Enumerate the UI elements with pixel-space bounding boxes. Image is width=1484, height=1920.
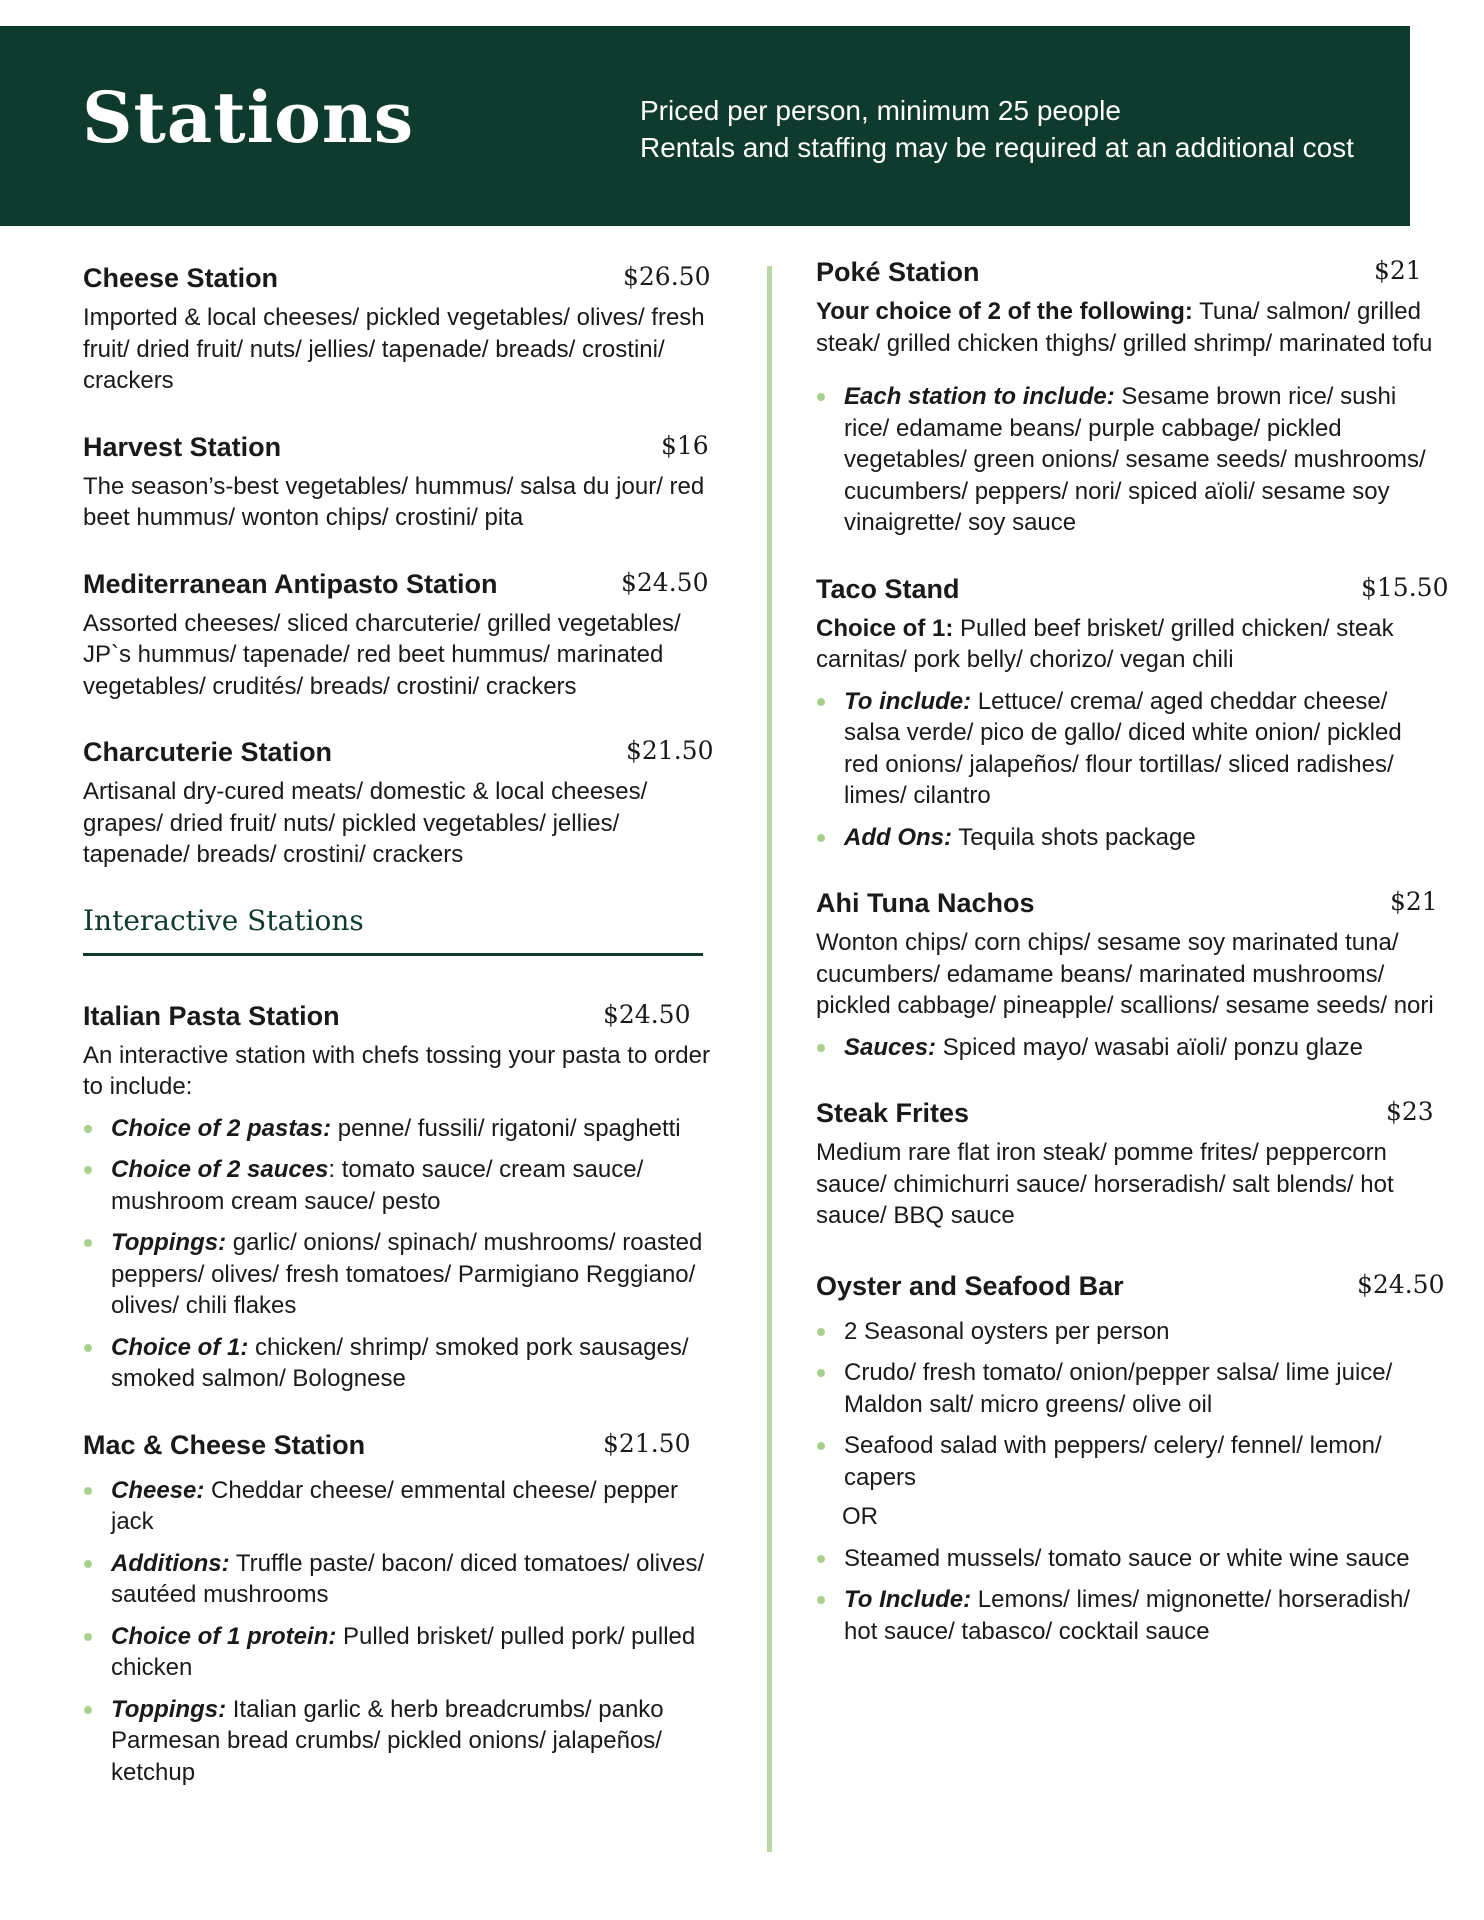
list-item: [83, 1475, 713, 1538]
item-label: To include:: [844, 687, 972, 715]
bullet-dot: [84, 1166, 92, 1174]
bullet-dot: [817, 1369, 825, 1377]
station-items: [816, 1032, 1441, 1064]
station-harvest: [83, 427, 713, 534]
header-subtitle: [640, 92, 1354, 166]
station-name: Steak Frites: [816, 1098, 970, 1128]
desc-text: Pulled beef brisket/ grilled chicken/ steak carnitas/ pork belly/ chorizo/ vegan chili: [816, 614, 1394, 673]
item-text: : tomato sauce/ cream sauce/ mushroom cream sauce/ pesto: [111, 1156, 644, 1215]
item-label: Choice of 1 protein:: [111, 1622, 337, 1650]
station-items: [816, 381, 1441, 539]
station-price: $24.50: [1357, 1269, 1445, 1299]
list-item: [83, 1154, 713, 1217]
station-oyster-bar: [816, 1266, 1445, 1648]
list-item: [83, 1694, 713, 1789]
item-label: Toppings:: [111, 1229, 227, 1256]
left-column: [83, 258, 713, 1818]
station-name: Cheese Station: [83, 263, 279, 293]
item-text: Seafood salad with peppers/ celery/ fennel/ lemon/ capers: [844, 1432, 1382, 1491]
bullet-dot: [817, 393, 825, 401]
list-item: [816, 381, 1441, 539]
item-label: Add Ons:: [844, 823, 952, 851]
station-description: [816, 296, 1441, 359]
station-description: Imported & local cheeses/ pickled vegetables/ olives/ fresh fruit/ dried fruit/ nuts/ jellies/ tapenade/ breads/ crostini/ crackers: [83, 304, 705, 394]
item-label: Choice of 1:: [111, 1333, 249, 1361]
station-items: [816, 686, 1441, 854]
station-items: [816, 1316, 1441, 1494]
desc-lead: Your choice of 2 of the following:: [816, 298, 1193, 325]
station-price: $21: [1390, 887, 1438, 916]
list-item: [816, 1543, 1441, 1575]
list-item: [83, 1621, 713, 1684]
item-text: penne/ fussili/ rigatoni/ spaghetti: [331, 1114, 681, 1142]
bullet-dot: [84, 1344, 92, 1352]
station-name: Mediterranean Antipasto Station: [83, 568, 498, 599]
station-name: Charcuterie Station: [83, 737, 333, 767]
right-column: [816, 252, 1449, 1677]
station-ahi-tuna: [816, 883, 1441, 1063]
page-title: Stations: [82, 76, 415, 159]
station-description: Medium rare flat iron steak/ pomme frites/ peppercorn sauce/ chimichurri sauce/ horseradish/ salt blends/ hot sauce/ BBQ sauce: [816, 1139, 1394, 1229]
station-name: Harvest Station: [83, 431, 282, 462]
item-label: Sauces:: [844, 1033, 937, 1061]
item-text: garlic/ onions/ spinach/ mushrooms/ roasted peppers/ olives/ fresh tomatoes/ Parmigiano Reggiano/ olives/ chili flakes: [111, 1229, 703, 1319]
list-item: [816, 686, 1441, 812]
subtitle-pricing: Priced per person, minimum 25 people: [640, 95, 1121, 126]
bullet-dot: [84, 1239, 92, 1247]
section-title-interactive: Interactive Stations: [83, 903, 364, 937]
item-label: To Include:: [844, 1586, 972, 1613]
bullet-dot: [817, 1328, 825, 1336]
bullet-dot: [817, 1555, 825, 1563]
station-mediterranean: [83, 564, 713, 703]
station-price: $24.50: [603, 999, 691, 1029]
station-items: [83, 1475, 713, 1789]
item-text: chicken/ shrimp/ smoked pork sausages/ smoked salmon/ Bolognese: [111, 1333, 689, 1392]
item-label: Each station to include:: [844, 383, 1115, 410]
item-text: Crudo/ fresh tomato/ onion/pepper salsa/ lime juice/ Maldon salt/ micro greens/ olive oil: [844, 1359, 1393, 1418]
subtitle-rentals: Rentals and staffing may be required at an additional cost: [640, 132, 1354, 163]
list-item: [816, 1316, 1441, 1348]
station-name: Mac & Cheese Station: [83, 1429, 366, 1460]
station-charcuterie: [83, 732, 713, 871]
station-price: $21: [1374, 256, 1422, 285]
station-price: $24.50: [621, 567, 709, 597]
or-separator: OR: [842, 1503, 878, 1530]
station-description: An interactive station with chefs tossing your pasta to order to include:: [83, 1041, 710, 1100]
item-text: Truffle paste/ bacon/ diced tomatoes/ olives/ sautéed mushrooms: [111, 1549, 705, 1608]
bullet-dot: [817, 1596, 825, 1604]
station-name: Italian Pasta Station: [83, 1000, 340, 1031]
station-price: $21.50: [626, 736, 714, 765]
list-item: [83, 1332, 713, 1395]
station-price: $15.50: [1361, 572, 1449, 602]
column-divider: [767, 266, 772, 1852]
station-taco: [816, 569, 1449, 854]
list-item: [816, 822, 1441, 854]
station-name: Poké Station: [816, 257, 980, 287]
item-text: Sesame brown rice/ sushi rice/ edamame beans/ purple cabbage/ pickled vegetables/ green onions/ sesame seeds/ mushrooms/ cucumbers/ peppers/ nori/ spiced aïoli/ sesame soy vinaigrette/ soy sauce: [844, 383, 1426, 536]
list-item: [816, 1357, 1441, 1420]
bullet-dot: [84, 1560, 92, 1568]
bullet-dot: [84, 1487, 92, 1495]
item-text: Steamed mussels/ tomato sauce or white wine sauce: [844, 1544, 1410, 1572]
station-description: [816, 613, 1441, 676]
item-text: Lemons/ limes/ mignonette/ horseradish/ hot sauce/ tabasco/ cocktail sauce: [844, 1586, 1410, 1645]
item-label: Cheese:: [111, 1476, 205, 1504]
item-text: Lettuce/ crema/ aged cheddar cheese/ salsa verde/ pico de gallo/ diced white onion/ pickled red onions/ jalapeños/ flour tortillas/ sliced radishes/ limes/ cilantro: [844, 687, 1402, 809]
bullet-dot: [84, 1706, 92, 1714]
station-items-alt: [816, 1543, 1441, 1648]
station-price: $26.50: [623, 262, 711, 291]
item-text: Tequila shots package: [952, 823, 1196, 851]
station-items: [83, 1113, 713, 1395]
section-rule: [83, 953, 703, 956]
item-label: Toppings:: [111, 1695, 227, 1723]
station-pasta: [83, 996, 713, 1395]
desc-lead: Choice of 1:: [816, 614, 954, 642]
station-description: The season’s-best vegetables/ hummus/ salsa du jour/ red beet hummus/ wonton chips/ crostini/ pita: [83, 472, 705, 531]
bullet-dot: [817, 698, 825, 706]
list-item: [83, 1227, 713, 1322]
list-item: [816, 1032, 1441, 1064]
station-description: Assorted cheeses/ sliced charcuterie/ grilled vegetables/ JP`s hummus/ tapenade/ red beet hummus/ marinated vegetables/ crudités/ breads/ crostini/ crackers: [83, 609, 681, 700]
item-text: Pulled brisket/ pulled pork/ pulled chicken: [111, 1622, 696, 1681]
station-poke: [816, 252, 1441, 539]
bullet-dot: [817, 1442, 825, 1450]
bullet-dot: [84, 1633, 92, 1641]
bullet-dot: [817, 834, 825, 842]
station-mac-cheese: [83, 1425, 713, 1789]
item-label: Choice of 2 sauces: [111, 1156, 329, 1183]
station-name: Taco Stand: [816, 573, 960, 604]
list-item: [816, 1584, 1441, 1647]
bullet-dot: [84, 1125, 92, 1133]
station-description: Wonton chips/ corn chips/ sesame soy marinated tuna/ cucumbers/ edamame beans/ marinated mushrooms/ pickled cabbage/ pineapple/ scallions/ sesame seeds/ nori: [816, 929, 1434, 1019]
list-item: [83, 1548, 713, 1611]
item-text: Italian garlic & herb breadcrumbs/ panko Parmesan bread crumbs/ pickled onions/ jalapeños/ ketchup: [111, 1695, 664, 1786]
item-text: Spiced mayo/ wasabi aïoli/ ponzu glaze: [936, 1033, 1363, 1061]
list-item: [816, 1430, 1441, 1493]
page-header: [0, 26, 1410, 226]
station-name: Oyster and Seafood Bar: [816, 1270, 1124, 1301]
station-name: Ahi Tuna Nachos: [816, 888, 1035, 918]
item-label: Choice of 2 pastas:: [111, 1114, 332, 1142]
list-item: [83, 1113, 713, 1145]
station-price: $23: [1386, 1097, 1434, 1126]
station-price: $16: [661, 430, 709, 460]
bullet-dot: [817, 1044, 825, 1052]
station-price: $21.50: [603, 1428, 691, 1458]
item-text: Cheddar cheese/ emmental cheese/ pepper jack: [111, 1476, 678, 1535]
desc-text: Tuna/ salmon/ grilled steak/ grilled chicken thighs/ grilled shrimp/ marinated tofu: [816, 298, 1433, 357]
station-steak-frites: [816, 1093, 1441, 1232]
station-cheese: [83, 258, 713, 397]
item-text: 2 Seasonal oysters per person: [844, 1317, 1170, 1345]
item-label: Additions:: [111, 1549, 230, 1577]
station-description: Artisanal dry-cured meats/ domestic & local cheeses/ grapes/ dried fruit/ nuts/ pickled vegetables/ jellies/ tapenade/ breads/ crostini/ crackers: [83, 778, 648, 868]
